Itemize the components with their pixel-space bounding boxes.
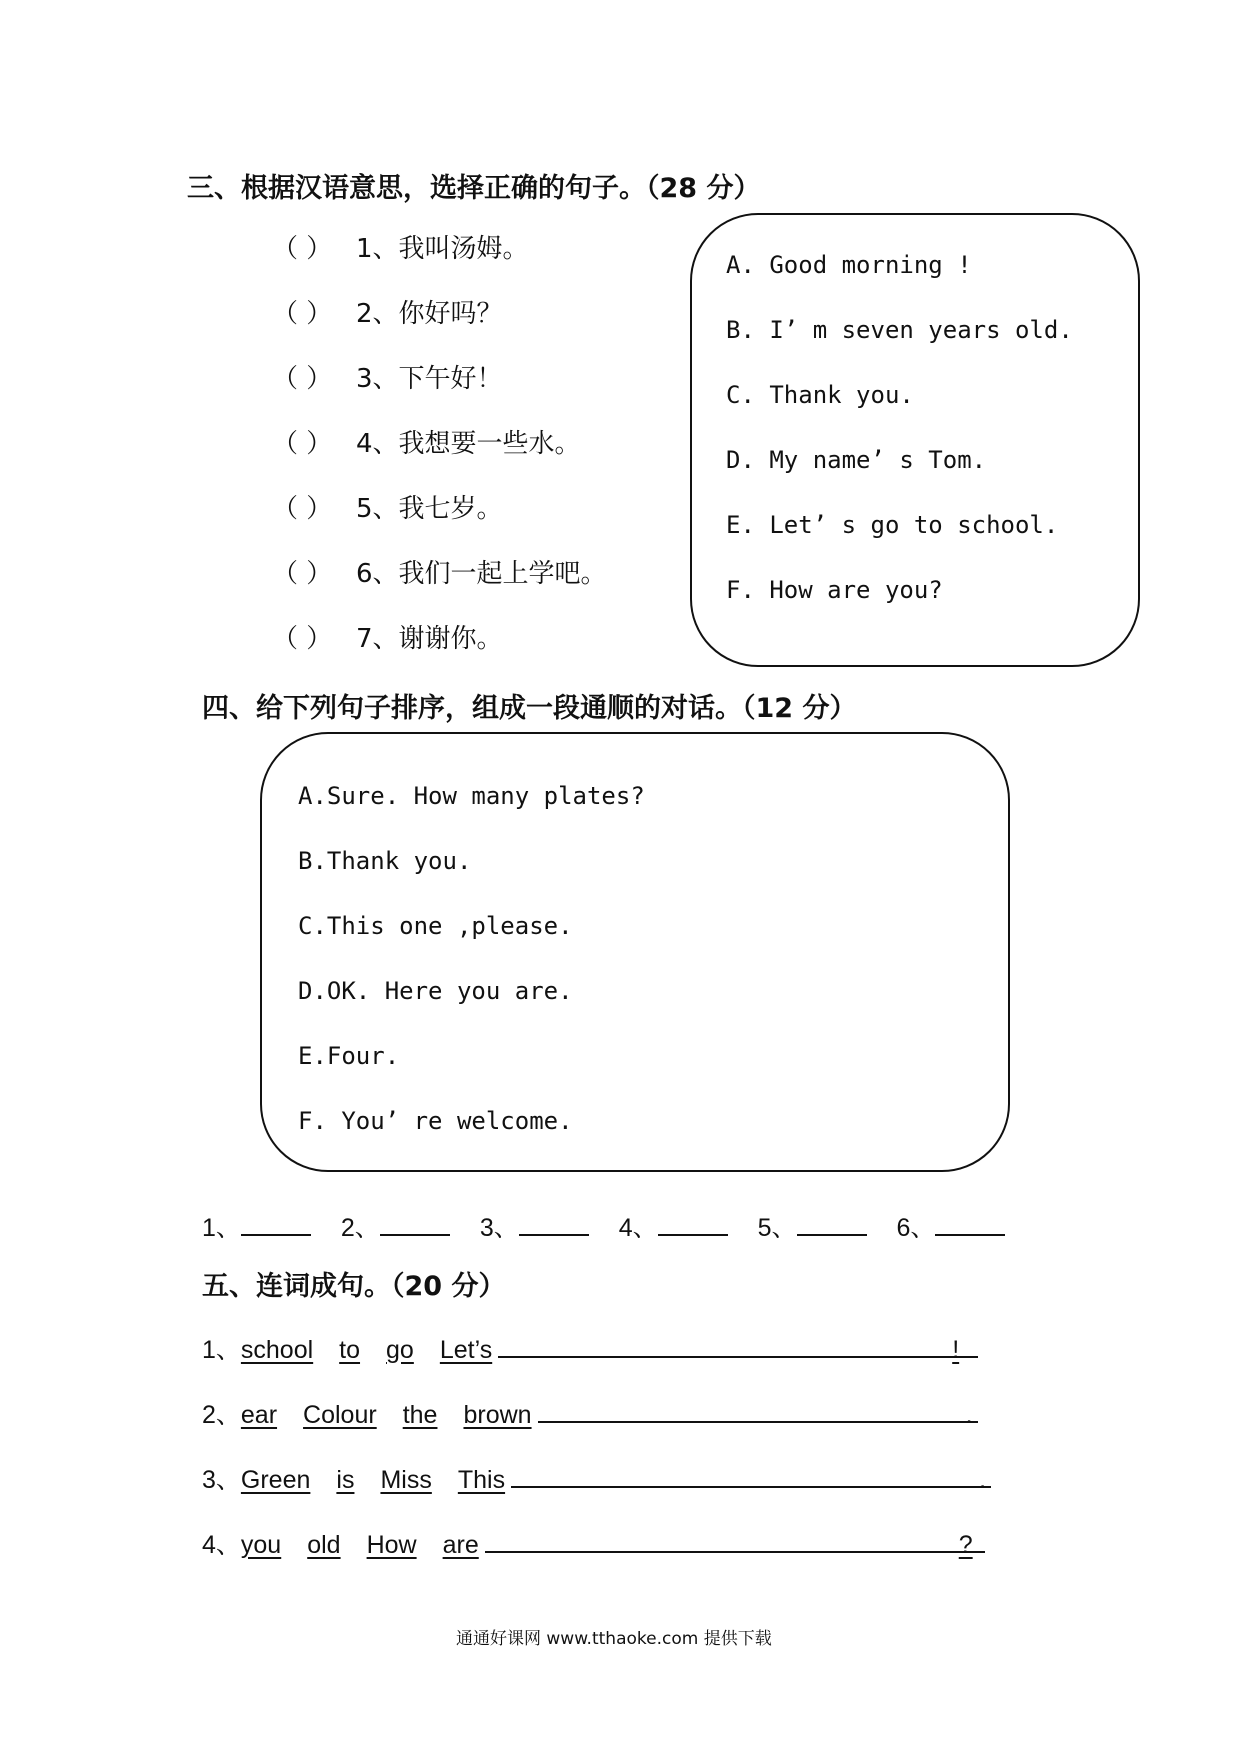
scrambled-word: old (307, 1531, 341, 1559)
list-item: （ ） 1、我叫汤姆。 (272, 234, 529, 264)
section-4-answer-row: 1、 2、 3、 4、 5、 6、 (202, 1208, 1005, 1244)
option-e: E. Let’ s go to school. (726, 511, 1059, 539)
scrambled-word: are (442, 1531, 479, 1559)
answer-line[interactable] (498, 1334, 978, 1358)
dialogue-e: E.Four. (298, 1042, 400, 1070)
answer-blank[interactable] (380, 1212, 450, 1236)
scrambled-word: go (386, 1336, 414, 1364)
page-footer: 通通好课网 www.tthaoke.com 提供下载 (456, 1629, 772, 1649)
dialogue-d: D.OK. Here you are. (298, 977, 573, 1005)
scrambled-word: Miss (380, 1466, 432, 1494)
scrambled-word: is (336, 1466, 355, 1494)
dialogue-f: F. You’ re welcome. (298, 1107, 573, 1135)
answer-blank[interactable] (658, 1212, 728, 1236)
answer-blank[interactable] (519, 1212, 589, 1236)
dialogue-b: B.Thank you. (298, 847, 472, 875)
scrambled-word: brown (463, 1401, 532, 1429)
answer-blank[interactable] (241, 1212, 311, 1236)
sentence-row-1: 1、 school to go Let’s ! (202, 1330, 959, 1366)
sentence-row-4: 4、 you old How are ? (202, 1525, 973, 1561)
scrambled-word: school (240, 1336, 314, 1364)
end-punctuation: ? (958, 1531, 973, 1559)
scrambled-word: the (402, 1401, 438, 1429)
dialogue-a: A.Sure. How many plates? (298, 782, 645, 810)
option-b: B. I’ m seven years old. (726, 316, 1073, 344)
scrambled-word: Colour (303, 1401, 377, 1429)
scrambled-word: to (339, 1336, 361, 1364)
scrambled-word: Let’s (439, 1336, 493, 1364)
scrambled-word: This (457, 1466, 506, 1494)
dialogue-c: C.This one ,please. (298, 912, 573, 940)
end-punctuation: . (965, 1401, 973, 1429)
scrambled-word: ear (240, 1401, 278, 1429)
sentence-row-2: 2、 ear Colour the brown . (202, 1395, 973, 1431)
scrambled-word: How (366, 1531, 417, 1559)
list-item: （ ） 4、我想要一些水。 (272, 429, 581, 459)
list-item: （ ） 3、下午好！ (272, 364, 503, 394)
answer-blank[interactable] (797, 1212, 867, 1236)
answer-line[interactable] (485, 1529, 985, 1553)
list-item: （ ） 6、我们一起上学吧。 (272, 559, 607, 589)
scrambled-word: Green (240, 1466, 311, 1494)
option-d: D. My name’ s Tom. (726, 446, 987, 474)
section-3-options-box (690, 213, 1140, 667)
section-3-title: 三、根据汉语意思，选择正确的句子。（28 分） (187, 173, 761, 204)
end-punctuation: ! (952, 1336, 960, 1364)
list-item: （ ） 2、你好吗？ (272, 299, 503, 329)
answer-blank[interactable] (935, 1212, 1005, 1236)
option-a: A. Good morning ! (726, 251, 972, 279)
section-4-title: 四、给下列句子排序，组成一段通顺的对话。（12 分） (202, 693, 857, 724)
list-item: （ ） 5、我七岁。 (272, 494, 503, 524)
end-punctuation: . (979, 1466, 987, 1494)
section-5-title: 五、连词成句。（20 分） (202, 1271, 506, 1302)
section-4-dialogue-box (260, 732, 1010, 1172)
answer-line[interactable] (511, 1464, 991, 1488)
option-c: C. Thank you. (726, 381, 914, 409)
section-3-items (272, 228, 607, 683)
sentence-row-3: 3、 Green is Miss This . (202, 1460, 986, 1496)
answer-line[interactable] (538, 1399, 978, 1423)
scrambled-word: you (240, 1531, 282, 1559)
list-item: （ ） 7、谢谢你。 (272, 624, 503, 654)
option-f: F. How are you? (726, 576, 943, 604)
